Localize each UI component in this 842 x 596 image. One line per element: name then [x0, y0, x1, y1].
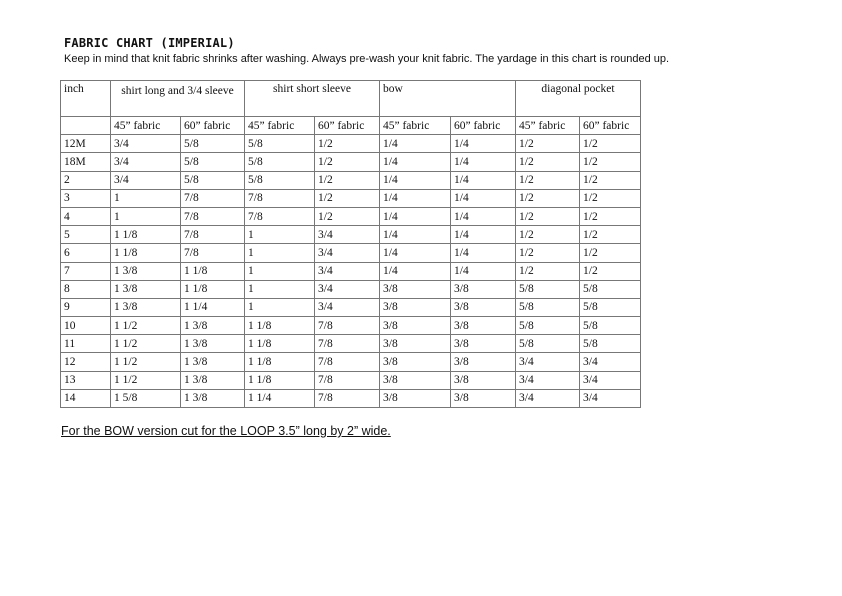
yardage-cell: 3/8 [451, 389, 516, 407]
yardage-cell: 5/8 [245, 171, 315, 189]
yardage-cell: 1 3/8 [181, 371, 245, 389]
yardage-cell: 3/4 [580, 371, 641, 389]
size-cell: 2 [61, 171, 111, 189]
yardage-cell: 3/8 [451, 317, 516, 335]
yardage-cell: 1/4 [451, 135, 516, 153]
yardage-cell: 1 [245, 244, 315, 262]
yardage-cell: 1 3/8 [181, 335, 245, 353]
yardage-cell: 7/8 [315, 335, 380, 353]
yardage-cell: 5/8 [580, 317, 641, 335]
yardage-cell: 1/4 [380, 171, 451, 189]
yardage-cell: 1/4 [451, 153, 516, 171]
yardage-cell: 1 1/8 [181, 262, 245, 280]
yardage-cell: 1/2 [580, 153, 641, 171]
yardage-cell: 3/8 [451, 353, 516, 371]
yardage-cell: 1 1/8 [181, 280, 245, 298]
yardage-cell: 1 1/8 [245, 371, 315, 389]
yardage-cell: 1/2 [580, 135, 641, 153]
yardage-cell: 5/8 [245, 153, 315, 171]
size-cell: 18M [61, 153, 111, 171]
yardage-cell: 3/8 [380, 389, 451, 407]
size-cell: 13 [61, 371, 111, 389]
yardage-cell: 1 3/8 [111, 280, 181, 298]
yardage-cell: 1/2 [315, 189, 380, 207]
yardage-cell: 3/8 [451, 280, 516, 298]
table-row [61, 317, 641, 335]
corner-header: inch [61, 81, 111, 117]
yardage-cell: 1 1/8 [245, 353, 315, 371]
yardage-cell: 3/4 [315, 298, 380, 316]
yardage-cell: 1 3/8 [181, 389, 245, 407]
yardage-cell: 1 [245, 226, 315, 244]
yardage-cell: 7/8 [181, 244, 245, 262]
yardage-cell: 1/2 [516, 135, 580, 153]
yardage-cell: 3/4 [580, 353, 641, 371]
yardage-cell: 1/4 [380, 207, 451, 225]
yardage-cell: 3/4 [516, 389, 580, 407]
size-cell: 8 [61, 280, 111, 298]
yardage-cell: 1 1/8 [111, 244, 181, 262]
yardage-cell: 1/4 [451, 171, 516, 189]
yardage-cell: 1/2 [516, 262, 580, 280]
yardage-cell: 3/4 [111, 135, 181, 153]
yardage-cell: 1 1/8 [245, 335, 315, 353]
yardage-cell: 3/4 [516, 371, 580, 389]
subheader-row [61, 117, 641, 135]
yardage-cell: 1/2 [315, 153, 380, 171]
yardage-cell: 7/8 [315, 317, 380, 335]
fabric-chart-table [60, 80, 641, 408]
subheader-cell: 60” fabric [580, 117, 641, 135]
yardage-cell: 1/4 [380, 135, 451, 153]
yardage-cell: 1 1/4 [245, 389, 315, 407]
yardage-cell: 7/8 [181, 226, 245, 244]
table-row [61, 171, 641, 189]
yardage-cell: 1 1/2 [111, 371, 181, 389]
yardage-cell: 5/8 [580, 280, 641, 298]
yardage-cell: 7/8 [181, 207, 245, 225]
subheader-cell: 45” fabric [380, 117, 451, 135]
yardage-cell: 3/8 [380, 280, 451, 298]
group-header-shirt-short: shirt short sleeve [245, 81, 380, 117]
size-cell: 10 [61, 317, 111, 335]
corner-blank [61, 117, 111, 135]
table-row [61, 262, 641, 280]
yardage-cell: 1/2 [580, 171, 641, 189]
yardage-cell: 1 [245, 262, 315, 280]
yardage-cell: 5/8 [516, 317, 580, 335]
yardage-cell: 3/8 [380, 335, 451, 353]
yardage-cell: 3/4 [315, 262, 380, 280]
yardage-cell: 1/2 [516, 207, 580, 225]
yardage-cell: 1 1/8 [245, 317, 315, 335]
table-row [61, 371, 641, 389]
yardage-cell: 3/8 [380, 353, 451, 371]
yardage-cell: 1 1/2 [111, 335, 181, 353]
subheader-cell: 60” fabric [181, 117, 245, 135]
yardage-cell: 5/8 [245, 135, 315, 153]
yardage-cell: 1/2 [580, 262, 641, 280]
subheader-cell: 45” fabric [516, 117, 580, 135]
size-cell: 7 [61, 262, 111, 280]
yardage-cell: 3/8 [451, 298, 516, 316]
yardage-cell: 1/4 [451, 244, 516, 262]
yardage-cell: 3/8 [380, 371, 451, 389]
size-cell: 9 [61, 298, 111, 316]
table-row [61, 153, 641, 171]
yardage-cell: 1 1/8 [111, 226, 181, 244]
yardage-cell: 1 1/4 [181, 298, 245, 316]
yardage-cell: 1 [245, 298, 315, 316]
yardage-cell: 3/4 [315, 280, 380, 298]
yardage-cell: 1/2 [315, 207, 380, 225]
size-cell: 6 [61, 244, 111, 262]
yardage-cell: 1/2 [580, 244, 641, 262]
yardage-cell: 1/2 [516, 153, 580, 171]
yardage-cell: 7/8 [181, 189, 245, 207]
bow-loop-note: For the BOW version cut for the LOOP 3.5” long by 2” wide. [61, 424, 391, 438]
washing-note: Keep in mind that knit fabric shrinks after washing. Always pre-wash your knit fabric. The yardage in this chart is rounded up. [64, 53, 670, 65]
yardage-cell: 1/4 [451, 226, 516, 244]
yardage-cell: 7/8 [315, 353, 380, 371]
table-row [61, 389, 641, 407]
table-row [61, 280, 641, 298]
yardage-cell: 5/8 [181, 171, 245, 189]
yardage-cell: 1 3/8 [111, 298, 181, 316]
yardage-cell: 1/2 [580, 226, 641, 244]
table-row [61, 335, 641, 353]
size-cell: 12 [61, 353, 111, 371]
yardage-cell: 1/4 [380, 189, 451, 207]
yardage-cell: 3/4 [111, 153, 181, 171]
yardage-cell: 1/2 [516, 244, 580, 262]
yardage-cell: 5/8 [516, 298, 580, 316]
group-header-diagonal-pocket: diagonal pocket [516, 81, 641, 117]
data-rows [61, 135, 641, 408]
yardage-cell: 1/2 [315, 135, 380, 153]
yardage-cell: 7/8 [245, 207, 315, 225]
size-cell: 14 [61, 389, 111, 407]
table-row [61, 244, 641, 262]
yardage-cell: 3/8 [380, 298, 451, 316]
table-row [61, 353, 641, 371]
size-cell: 4 [61, 207, 111, 225]
yardage-cell: 3/4 [580, 389, 641, 407]
size-cell: 3 [61, 189, 111, 207]
yardage-cell: 1/4 [380, 244, 451, 262]
size-cell: 11 [61, 335, 111, 353]
yardage-cell: 1 [111, 189, 181, 207]
yardage-cell: 3/4 [315, 244, 380, 262]
table-row [61, 189, 641, 207]
yardage-cell: 1/4 [380, 262, 451, 280]
yardage-cell: 3/4 [315, 226, 380, 244]
yardage-cell: 1/2 [315, 171, 380, 189]
yardage-cell: 1 3/8 [181, 353, 245, 371]
table-row [61, 226, 641, 244]
yardage-cell: 1 [111, 207, 181, 225]
yardage-cell: 5/8 [516, 335, 580, 353]
yardage-cell: 5/8 [580, 335, 641, 353]
yardage-cell: 5/8 [516, 280, 580, 298]
yardage-cell: 1/2 [580, 207, 641, 225]
yardage-cell: 3/8 [451, 371, 516, 389]
yardage-cell: 1/4 [451, 262, 516, 280]
yardage-cell: 1 1/2 [111, 353, 181, 371]
group-header-row [61, 81, 641, 117]
size-cell: 12M [61, 135, 111, 153]
subheader-cell: 45” fabric [245, 117, 315, 135]
yardage-cell: 3/4 [111, 171, 181, 189]
yardage-cell: 3/4 [516, 353, 580, 371]
yardage-cell: 1/2 [580, 189, 641, 207]
table-row [61, 135, 641, 153]
yardage-cell: 1 5/8 [111, 389, 181, 407]
yardage-cell: 1/4 [380, 226, 451, 244]
yardage-cell: 1/4 [380, 153, 451, 171]
yardage-cell: 3/8 [451, 335, 516, 353]
size-cell: 5 [61, 226, 111, 244]
yardage-cell: 1 [245, 280, 315, 298]
yardage-cell: 5/8 [181, 153, 245, 171]
yardage-cell: 1/2 [516, 226, 580, 244]
chart-title: FABRIC CHART (IMPERIAL) [64, 36, 235, 50]
subheader-cell: 60” fabric [451, 117, 516, 135]
group-header-shirt-long: shirt long and 3/4 sleeve [111, 81, 245, 117]
yardage-cell: 5/8 [181, 135, 245, 153]
group-header-bow: bow [380, 81, 516, 117]
yardage-cell: 7/8 [315, 389, 380, 407]
yardage-cell: 1/2 [516, 189, 580, 207]
yardage-cell: 1 3/8 [111, 262, 181, 280]
yardage-cell: 1/4 [451, 189, 516, 207]
yardage-cell: 5/8 [580, 298, 641, 316]
yardage-cell: 1/2 [516, 171, 580, 189]
yardage-cell: 3/8 [380, 317, 451, 335]
yardage-cell: 1/4 [451, 207, 516, 225]
table-row [61, 298, 641, 316]
table-row [61, 207, 641, 225]
yardage-cell: 1 3/8 [181, 317, 245, 335]
yardage-cell: 7/8 [315, 371, 380, 389]
yardage-cell: 7/8 [245, 189, 315, 207]
subheader-cell: 45” fabric [111, 117, 181, 135]
yardage-cell: 1 1/2 [111, 317, 181, 335]
subheader-cell: 60” fabric [315, 117, 380, 135]
